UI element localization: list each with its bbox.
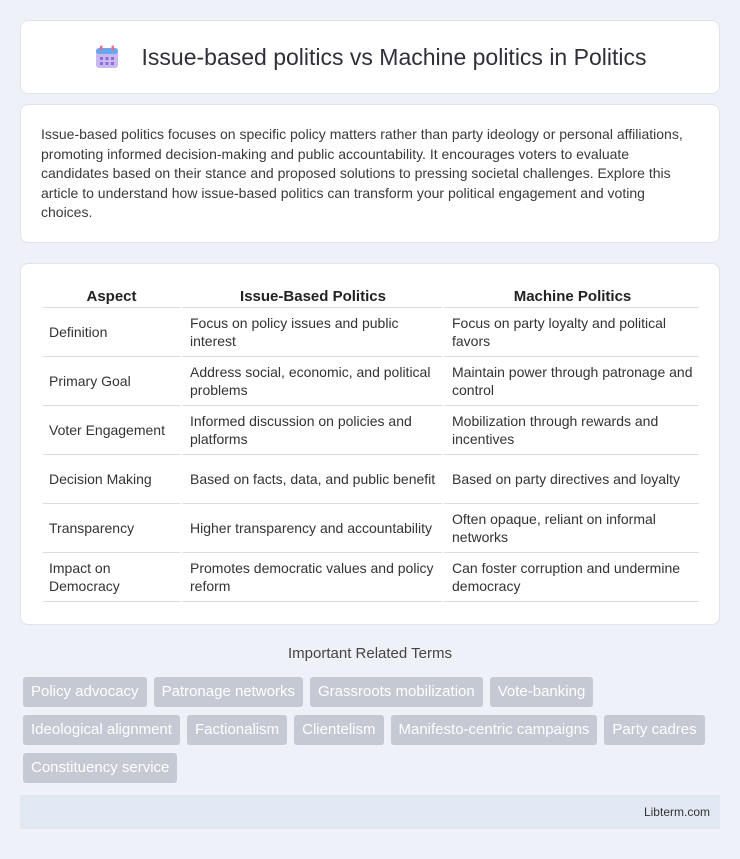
tag-vote-banking[interactable]: Vote-banking <box>490 677 594 707</box>
cell-issue-based: Based on facts, data, and public benefit <box>180 455 442 504</box>
cell-aspect: Decision Making <box>43 455 180 504</box>
tag-patronage-networks[interactable]: Patronage networks <box>154 677 303 707</box>
comparison-table <box>43 284 699 602</box>
tag-party-cadres[interactable]: Party cadres <box>604 715 704 745</box>
tag-clientelism[interactable]: Clientelism <box>294 715 383 745</box>
related-terms-list <box>23 677 723 783</box>
footer <box>20 795 720 829</box>
cell-aspect: Impact on Democracy <box>43 553 180 602</box>
cell-aspect: Transparency <box>43 504 180 553</box>
cell-aspect: Primary Goal <box>43 357 180 406</box>
cell-issue-based: Focus on policy issues and public interest <box>180 308 442 357</box>
related-terms-title: Important Related Terms <box>288 645 452 662</box>
table-row <box>43 406 699 455</box>
footer-site-link[interactable]: Libterm.com <box>643 805 710 819</box>
cell-aspect: Voter Engagement <box>43 406 180 455</box>
intro-card <box>20 104 720 243</box>
cell-issue-based: Address social, economic, and political problems <box>180 357 442 406</box>
cell-machine: Mobilization through rewards and incentives <box>442 406 699 455</box>
cell-issue-based: Promotes democratic values and policy reform <box>180 553 442 602</box>
table-row <box>43 504 699 553</box>
tag-policy-advocacy[interactable]: Policy advocacy <box>23 677 147 707</box>
tag-grassroots-mobilization[interactable]: Grassroots mobilization <box>310 677 483 707</box>
table-row <box>43 553 699 602</box>
table-row <box>43 308 699 357</box>
tag-ideological-alignment[interactable]: Ideological alignment <box>23 715 180 745</box>
tag-manifesto-centric-campaigns[interactable]: Manifesto-centric campaigns <box>391 715 598 745</box>
header-aspect: Aspect <box>43 284 180 308</box>
header-card <box>20 20 720 94</box>
intro-text: Issue-based politics focuses on specific policy matters rather than party ideology or personal affiliations, promoting informed decision-making and public accountability. It encourages voters to evaluate candidates based on their stance and proposed solutions to pressing societal challenges. Explore this article to understand how issue-based politics can transform your political engagement and voting choices. <box>41 126 683 220</box>
cell-machine: Based on party directives and loyalty <box>442 455 699 504</box>
table-header-row <box>43 284 699 308</box>
tag-factionalism[interactable]: Factionalism <box>187 715 287 745</box>
comparison-card <box>20 263 720 625</box>
header-machine: Machine Politics <box>442 284 699 308</box>
calendar-icon <box>94 44 120 70</box>
table-row <box>43 455 699 504</box>
cell-machine: Can foster corruption and undermine democracy <box>442 553 699 602</box>
cell-machine: Focus on party loyalty and political favors <box>442 308 699 357</box>
cell-aspect: Definition <box>43 308 180 357</box>
cell-machine: Often opaque, reliant on informal networks <box>442 504 699 553</box>
page-title: Issue-based politics vs Machine politics in Politics <box>141 43 647 70</box>
cell-issue-based: Informed discussion on policies and platforms <box>180 406 442 455</box>
header-issue-based: Issue-Based Politics <box>180 284 442 308</box>
cell-machine: Maintain power through patronage and control <box>442 357 699 406</box>
cell-issue-based: Higher transparency and accountability <box>180 504 442 553</box>
tag-constituency-service[interactable]: Constituency service <box>23 753 177 783</box>
table-row <box>43 357 699 406</box>
